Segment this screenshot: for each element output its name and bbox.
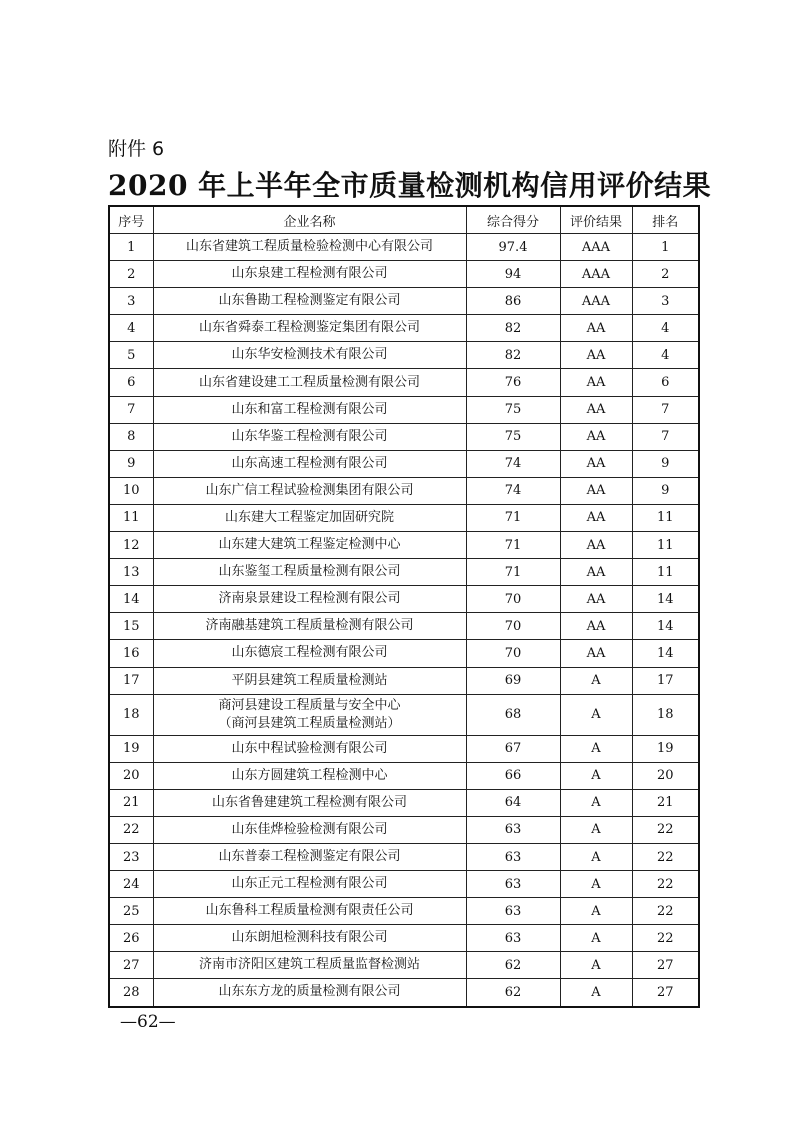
company-name-line: 山东华鉴工程检测有限公司	[231, 428, 388, 444]
row-number-cell: 11	[109, 504, 153, 531]
row-number-cell: 17	[109, 667, 153, 694]
table-row	[109, 694, 699, 735]
table-row	[109, 559, 699, 586]
rank-cell: 14	[632, 586, 699, 613]
rank-cell: 27	[632, 979, 699, 1007]
company-name-line: 山东和富工程检测有限公司	[231, 401, 388, 417]
company-name-line: 平阴县建筑工程质量检测站	[231, 672, 388, 688]
row-number-cell: 18	[109, 694, 153, 735]
company-name-cell	[153, 640, 466, 667]
grade-cell: AA	[560, 532, 632, 559]
company-name-cell	[153, 261, 466, 288]
company-name-line: 济南融基建筑工程质量检测有限公司	[205, 618, 414, 634]
grade-cell: AA	[560, 477, 632, 504]
company-name-line: （商河县建筑工程质量检测站）	[218, 715, 401, 731]
table-row	[109, 843, 699, 870]
grade-cell: AA	[560, 342, 632, 369]
company-name-line: 山东建大建筑工程鉴定检测中心	[218, 537, 401, 553]
company-name-line: 山东中程试验检测有限公司	[231, 740, 388, 756]
grade-cell: AA	[560, 315, 632, 342]
company-name-line: 山东普泰工程检测鉴定有限公司	[218, 849, 401, 865]
table-row	[109, 586, 699, 613]
rank-cell: 22	[632, 843, 699, 870]
company-name-cell	[153, 342, 466, 369]
score-cell: 67	[466, 735, 560, 762]
company-name-cell	[153, 979, 466, 1007]
rank-cell: 14	[632, 640, 699, 667]
row-number-cell: 3	[109, 288, 153, 315]
company-name-line: 山东省建设建工工程质量检测有限公司	[198, 374, 420, 390]
grade-cell: AA	[560, 369, 632, 396]
score-cell: 97.4	[466, 234, 560, 261]
row-number-cell: 22	[109, 816, 153, 843]
company-name-cell	[153, 477, 466, 504]
row-number-cell: 19	[109, 735, 153, 762]
rank-cell: 2	[632, 261, 699, 288]
document-title: 2020 年上半年全市质量检测机构信用评价结果	[108, 169, 712, 202]
row-number-cell: 7	[109, 396, 153, 423]
header-rank: 排名	[632, 206, 699, 234]
table-row	[109, 396, 699, 423]
score-cell: 63	[466, 925, 560, 952]
company-name-cell	[153, 532, 466, 559]
table-row	[109, 762, 699, 789]
rank-cell: 11	[632, 559, 699, 586]
rank-cell: 22	[632, 871, 699, 898]
company-name-line: 山东省舜泰工程检测鉴定集团有限公司	[198, 320, 420, 336]
header-company-name: 企业名称	[153, 206, 466, 234]
table-row	[109, 871, 699, 898]
header-grade: 评价结果	[560, 206, 632, 234]
rank-cell: 4	[632, 315, 699, 342]
grade-cell: A	[560, 762, 632, 789]
score-cell: 74	[466, 450, 560, 477]
company-name-line: 山东建大工程鉴定加固研究院	[224, 509, 394, 525]
grade-cell: A	[560, 789, 632, 816]
grade-cell: A	[560, 816, 632, 843]
row-number-cell: 27	[109, 952, 153, 979]
table-row	[109, 288, 699, 315]
company-name-line: 济南泉景建设工程检测有限公司	[218, 591, 401, 607]
company-name-cell	[153, 586, 466, 613]
rank-cell: 7	[632, 423, 699, 450]
score-cell: 70	[466, 586, 560, 613]
company-name-cell	[153, 667, 466, 694]
company-name-cell	[153, 559, 466, 586]
company-name-cell	[153, 871, 466, 898]
row-number-cell: 24	[109, 871, 153, 898]
row-number-cell: 16	[109, 640, 153, 667]
score-cell: 75	[466, 423, 560, 450]
row-number-cell: 6	[109, 369, 153, 396]
header-score: 综合得分	[466, 206, 560, 234]
company-name-line: 山东鉴玺工程质量检测有限公司	[218, 564, 401, 580]
rank-cell: 18	[632, 694, 699, 735]
score-cell: 66	[466, 762, 560, 789]
grade-cell: A	[560, 898, 632, 925]
company-name-cell	[153, 504, 466, 531]
company-name-cell	[153, 952, 466, 979]
company-name-line: 山东鲁勘工程检测鉴定有限公司	[218, 293, 401, 309]
score-cell: 71	[466, 532, 560, 559]
table-row	[109, 640, 699, 667]
company-name-line: 商河县建设工程质量与安全中心	[218, 697, 401, 713]
company-name-cell	[153, 613, 466, 640]
table-row	[109, 952, 699, 979]
company-name-cell	[153, 288, 466, 315]
rank-cell: 20	[632, 762, 699, 789]
page-number: —62—	[120, 1012, 176, 1032]
row-number-cell: 12	[109, 532, 153, 559]
table-body	[109, 234, 699, 1007]
rank-cell: 6	[632, 369, 699, 396]
rank-cell: 19	[632, 735, 699, 762]
score-cell: 63	[466, 816, 560, 843]
company-name-line: 山东德宸工程检测有限公司	[231, 645, 388, 661]
company-name-line: 济南市济阳区建筑工程质量监督检测站	[198, 957, 420, 973]
grade-cell: A	[560, 871, 632, 898]
grade-cell: AA	[560, 559, 632, 586]
company-name-line: 山东鲁科工程质量检测有限责任公司	[205, 903, 414, 919]
grade-cell: AA	[560, 396, 632, 423]
table-row	[109, 789, 699, 816]
grade-cell: A	[560, 667, 632, 694]
rank-cell: 4	[632, 342, 699, 369]
grade-cell: A	[560, 735, 632, 762]
table-row	[109, 979, 699, 1007]
rank-cell: 11	[632, 504, 699, 531]
company-name-line: 山东正元工程检测有限公司	[231, 876, 388, 892]
table-row	[109, 925, 699, 952]
company-name-line: 山东朗旭检测科技有限公司	[231, 930, 388, 946]
company-name-cell	[153, 694, 466, 735]
company-name-cell	[153, 843, 466, 870]
grade-cell: AA	[560, 613, 632, 640]
company-name-line: 山东东方龙的质量检测有限公司	[218, 984, 401, 1000]
table-row	[109, 234, 699, 261]
row-number-cell: 26	[109, 925, 153, 952]
score-cell: 69	[466, 667, 560, 694]
grade-cell: AAA	[560, 234, 632, 261]
row-number-cell: 5	[109, 342, 153, 369]
table-row	[109, 369, 699, 396]
grade-cell: A	[560, 952, 632, 979]
grade-cell: AAA	[560, 261, 632, 288]
row-number-cell: 8	[109, 423, 153, 450]
score-cell: 62	[466, 952, 560, 979]
company-name-line: 山东高速工程检测有限公司	[231, 455, 388, 471]
company-name-cell	[153, 234, 466, 261]
score-cell: 74	[466, 477, 560, 504]
grade-cell: AA	[560, 450, 632, 477]
company-name-cell	[153, 762, 466, 789]
grade-cell: A	[560, 843, 632, 870]
score-cell: 62	[466, 979, 560, 1007]
rank-cell: 17	[632, 667, 699, 694]
score-cell: 76	[466, 369, 560, 396]
row-number-cell: 21	[109, 789, 153, 816]
rank-cell: 22	[632, 816, 699, 843]
score-cell: 86	[466, 288, 560, 315]
company-name-line: 山东佳烨检验检测有限公司	[231, 821, 388, 837]
rank-cell: 21	[632, 789, 699, 816]
table-header-row	[109, 206, 699, 234]
score-cell: 68	[466, 694, 560, 735]
table-row	[109, 613, 699, 640]
table-row	[109, 816, 699, 843]
company-name-line: 山东华安检测技术有限公司	[231, 347, 388, 363]
company-name-line: 山东方圆建筑工程检测中心	[231, 767, 388, 783]
grade-cell: AA	[560, 504, 632, 531]
rank-cell: 9	[632, 450, 699, 477]
credit-rating-table	[108, 205, 700, 1008]
row-number-cell: 4	[109, 315, 153, 342]
company-name-line: 山东广信工程试验检测集团有限公司	[205, 482, 414, 498]
row-number-cell: 25	[109, 898, 153, 925]
company-name-line: 山东省建筑工程质量检验检测中心有限公司	[185, 239, 433, 255]
company-name-cell	[153, 450, 466, 477]
company-name-cell	[153, 735, 466, 762]
company-name-cell	[153, 816, 466, 843]
company-name-cell	[153, 925, 466, 952]
rank-cell: 9	[632, 477, 699, 504]
row-number-cell: 9	[109, 450, 153, 477]
attachment-label: 附件 6	[108, 138, 165, 160]
table-row	[109, 735, 699, 762]
table-row	[109, 504, 699, 531]
company-name-cell	[153, 315, 466, 342]
company-name-cell	[153, 369, 466, 396]
row-number-cell: 23	[109, 843, 153, 870]
score-cell: 63	[466, 843, 560, 870]
grade-cell: AA	[560, 640, 632, 667]
rank-cell: 22	[632, 898, 699, 925]
score-cell: 71	[466, 504, 560, 531]
row-number-cell: 20	[109, 762, 153, 789]
score-cell: 64	[466, 789, 560, 816]
grade-cell: AAA	[560, 288, 632, 315]
company-name-line: 山东泉建工程检测有限公司	[231, 266, 388, 282]
rank-cell: 3	[632, 288, 699, 315]
score-cell: 94	[466, 261, 560, 288]
row-number-cell: 14	[109, 586, 153, 613]
grade-cell: A	[560, 979, 632, 1007]
row-number-cell: 13	[109, 559, 153, 586]
rank-cell: 11	[632, 532, 699, 559]
rank-cell: 1	[632, 234, 699, 261]
table-row	[109, 315, 699, 342]
table-row	[109, 898, 699, 925]
header-no: 序号	[109, 206, 153, 234]
score-cell: 71	[466, 559, 560, 586]
score-cell: 82	[466, 342, 560, 369]
grade-cell: A	[560, 925, 632, 952]
row-number-cell: 1	[109, 234, 153, 261]
company-name-line: 山东省鲁建建筑工程检测有限公司	[211, 794, 407, 810]
grade-cell: AA	[560, 586, 632, 613]
table-row	[109, 261, 699, 288]
table-row	[109, 532, 699, 559]
grade-cell: AA	[560, 423, 632, 450]
score-cell: 63	[466, 898, 560, 925]
rank-cell: 7	[632, 396, 699, 423]
score-cell: 70	[466, 640, 560, 667]
score-cell: 75	[466, 396, 560, 423]
rank-cell: 27	[632, 952, 699, 979]
score-cell: 82	[466, 315, 560, 342]
company-name-cell	[153, 898, 466, 925]
rank-cell: 14	[632, 613, 699, 640]
table-row	[109, 667, 699, 694]
rank-cell: 22	[632, 925, 699, 952]
table-row	[109, 450, 699, 477]
row-number-cell: 2	[109, 261, 153, 288]
company-name-cell	[153, 789, 466, 816]
company-name-cell	[153, 423, 466, 450]
table-row	[109, 477, 699, 504]
score-cell: 63	[466, 871, 560, 898]
score-cell: 70	[466, 613, 560, 640]
row-number-cell: 28	[109, 979, 153, 1007]
company-name-cell	[153, 396, 466, 423]
table-row	[109, 342, 699, 369]
grade-cell: A	[560, 694, 632, 735]
table-row	[109, 423, 699, 450]
row-number-cell: 10	[109, 477, 153, 504]
row-number-cell: 15	[109, 613, 153, 640]
